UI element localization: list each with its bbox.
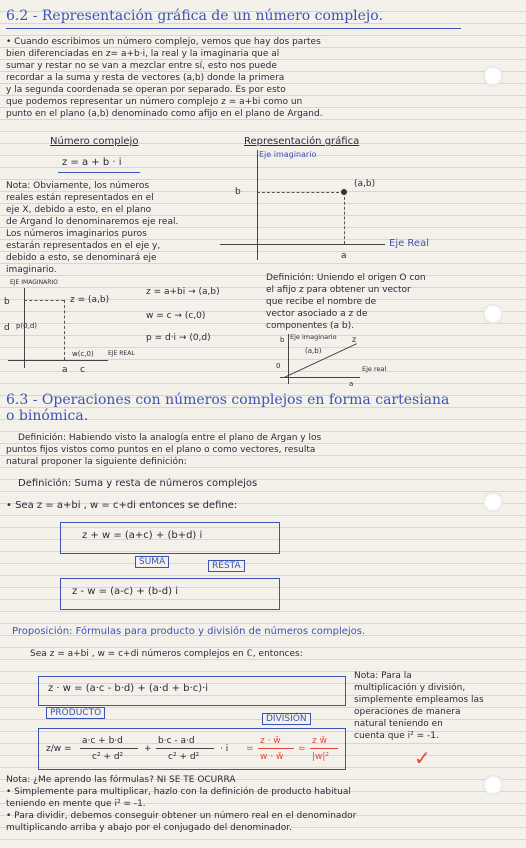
div-f2-num: b·c - a·d xyxy=(158,736,195,746)
div-f4-num: z w̄ xyxy=(312,736,327,746)
producto-tag: PRODUCTO xyxy=(46,707,105,719)
small-eje-imaginario: Eje imaginario xyxy=(290,333,337,341)
title-underline xyxy=(6,28,461,29)
nota-bottom-line: teniendo en mente que i² = -1. xyxy=(6,799,146,809)
definicion63-line: Definición: Habiendo visto la analogía entre el plano de Argan y los xyxy=(18,433,322,443)
mini-x-axis xyxy=(8,360,108,361)
nota-bottom-line: • Para dividir, debemos conseguir obtener un número real en el denominador xyxy=(6,811,357,821)
mini-a: a xyxy=(62,365,68,375)
small-ab: (a,b) xyxy=(305,347,322,355)
definicion-line: el afijo z para obtener un vector xyxy=(266,285,411,295)
x-axis xyxy=(220,244,385,245)
nota-bottom-line: multiplicando arriba y abajo por el conjugado del denominador. xyxy=(6,823,292,833)
div-f2-den: c² + d² xyxy=(168,752,200,762)
resta-tag: RESTA xyxy=(208,560,245,572)
mini-b: b xyxy=(4,297,10,307)
frac-bar xyxy=(310,748,338,749)
div-f1-num: a·c + b·d xyxy=(82,736,123,746)
definicion-line: componentes (a b). xyxy=(266,321,354,331)
nota-right-line: operaciones de manera xyxy=(354,707,461,717)
small-z: z xyxy=(352,335,357,344)
intro-line: bien diferenciadas en z= a+b·i, la real y la imaginaria que al xyxy=(6,49,280,59)
binder-hole xyxy=(483,66,503,86)
small-x-axis xyxy=(280,377,360,378)
div-f1-den: c² + d² xyxy=(92,752,124,762)
sea-line: • Sea z = a+bi , w = c+di entonces se define: xyxy=(6,500,238,511)
definicion-line: vector asociado a z de xyxy=(266,309,368,319)
frac-bar xyxy=(80,748,138,749)
mini-w-label: w(c,0) xyxy=(72,350,94,358)
div-f3-den: w · w̄ xyxy=(260,752,284,762)
nota-right-line: simplemente empleamos las xyxy=(354,695,484,705)
definicion63-line: natural proponer la siguiente definición: xyxy=(6,457,187,467)
mini-d: d xyxy=(4,323,10,333)
nota-line: Nota: Obviamente, los números xyxy=(6,181,150,191)
col-head-representacion: Representación gráfica xyxy=(244,136,360,147)
intro-line: recordar a la suma y resta de vectores (a,b) donde la primera xyxy=(6,73,285,83)
dash-horizontal xyxy=(257,192,344,193)
small-eje-real: Eje real xyxy=(362,365,387,373)
small-b: b xyxy=(280,336,285,344)
div-f4-den: |w|² xyxy=(312,752,330,762)
dash-vertical xyxy=(344,192,345,244)
div-i: · i xyxy=(220,744,229,754)
definicion-line: Definición: Uniendo el origen O con xyxy=(266,273,426,283)
nota-line: de Argand lo denominaremos eje real. xyxy=(6,217,179,227)
resta-formula: z - w = (a-c) + (b-d) i xyxy=(72,586,178,597)
suma-tag: SUMA xyxy=(135,556,169,568)
plus-sign: + xyxy=(144,744,152,754)
division-tag: DIVISIÓN xyxy=(262,713,311,725)
b-label: b xyxy=(235,187,241,197)
proposicion: Proposición: Fórmulas para producto y división de números complejos. xyxy=(12,626,366,637)
point-label: (a,b) xyxy=(354,179,376,189)
col-head-numero: Número complejo xyxy=(50,136,139,147)
mini-p-label: p(0,d) xyxy=(16,322,38,330)
small-a: a xyxy=(349,380,354,388)
equals-sign: = xyxy=(246,744,254,754)
sea2-line: Sea z = a+bi , w = c+di números complejos en ℂ, entonces: xyxy=(30,649,303,659)
div-f3-num: z · w̄ xyxy=(260,736,281,746)
nota-line: eje X, debido a esto, en el plano xyxy=(6,205,152,215)
def-suma-resta: Definición: Suma y resta de números complejos xyxy=(18,478,258,489)
mini-dash-v xyxy=(64,300,65,360)
mini-dash xyxy=(24,300,64,301)
nota-right-line: cuenta que i² = -1. xyxy=(354,731,439,741)
mapping-line: p = d·i → (0,d) xyxy=(146,333,211,343)
intro-line: que podemos representar un número complejo z = a+bi como un xyxy=(6,97,303,107)
nota-bottom-line: Nota: ¿Me aprendo las fórmulas? NI SE TE OCURRA xyxy=(6,775,236,785)
division-lhs: z/w = xyxy=(46,744,72,754)
nota-right-line: multiplicación y división, xyxy=(354,683,466,693)
nota-bottom-line: • Simplemente para multiplicar, hazlo con la definición de producto habitual xyxy=(6,787,351,797)
nota-line: Los números imaginarios puros xyxy=(6,229,147,239)
frac-bar xyxy=(156,748,214,749)
equals-sign: = xyxy=(298,744,306,754)
intro-line: sumar y restar no se van a mezclar entre sí, esto nos puede xyxy=(6,61,277,71)
binder-hole xyxy=(483,492,503,512)
a-label: a xyxy=(341,251,347,261)
binder-hole xyxy=(483,775,503,795)
small-o: 0 xyxy=(276,362,281,370)
section-title-6-2: 6.2 - Representación gráfica de un número complejo. xyxy=(6,8,383,24)
check-icon: ✓ xyxy=(414,746,431,770)
frac-bar xyxy=(258,748,294,749)
point-ab xyxy=(341,189,347,195)
mini-c: c xyxy=(80,365,85,375)
intro-line: punto en el plano (a,b) denominado como afijo en el plano de Argand. xyxy=(6,109,323,119)
nota-right-line: Nota: Para la xyxy=(354,671,412,681)
definicion63-line: puntos fijos vistos como puntos en el plano o como vectores, resulta xyxy=(6,445,316,455)
mapping-line: w = c → (c,0) xyxy=(146,311,206,321)
intro-line: y la segunda coordenada se operan por separado. Es por esto xyxy=(6,85,286,95)
mapping-line: z = a+bi → (a,b) xyxy=(146,287,220,297)
mini-z-label: z = (a,b) xyxy=(70,295,110,305)
definicion-line: que recibe el nombre de xyxy=(266,297,377,307)
suma-formula: z + w = (a+c) + (b+d) i xyxy=(82,530,203,541)
nota-right-line: natural teniendo en xyxy=(354,719,443,729)
mini-eje-real: EJE REAL xyxy=(108,350,135,357)
eje-imaginario-label: Eje imaginario xyxy=(259,150,317,159)
section-title-6-3-cont: o binómica. xyxy=(6,408,89,424)
section-title-6-3: 6.3 - Operaciones con números complejos en forma cartesiana xyxy=(6,392,450,408)
nota-line: estarán representados en el eje y, xyxy=(6,241,161,251)
eje-real-label: Eje Real xyxy=(389,238,429,249)
formula-underline xyxy=(58,172,140,173)
producto-formula: z · w = (a·c - b·d) + (a·d + b·c)·i xyxy=(48,683,209,694)
formula-z: z = a + b · i xyxy=(62,157,122,168)
intro-line: • Cuando escribimos un número complejo, vemos que hay dos partes xyxy=(6,37,321,47)
nota-line: reales están representados en el xyxy=(6,193,154,203)
mini-eje-imaginario: EJE IMAGINARIO xyxy=(10,279,58,286)
nota-line: imaginario. xyxy=(6,265,57,275)
binder-hole xyxy=(483,304,503,324)
nota-line: debido a esto, se denominará eje xyxy=(6,253,157,263)
